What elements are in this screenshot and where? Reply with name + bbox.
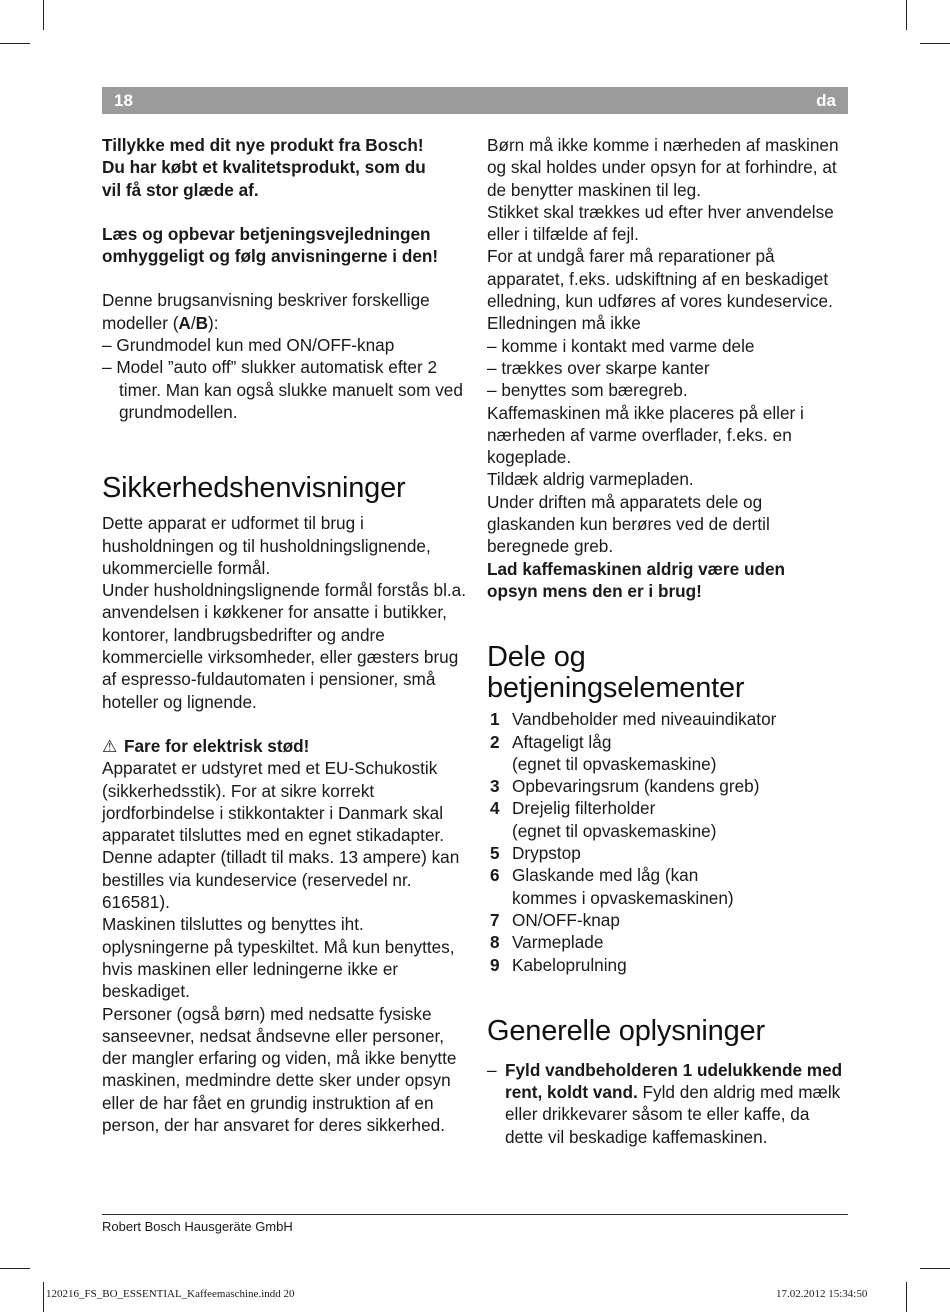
crop-mark xyxy=(920,43,950,44)
parts-heading: Dele og betjeningselementer xyxy=(487,641,745,705)
parts-list-item: 4 Drejelig filterholder (egnet til opvaskemaskine) xyxy=(490,798,717,841)
supervise-warning: Lad kaffemaskinen aldrig være uden opsyn mens den er i brug! xyxy=(487,558,786,601)
cord-list-item: – komme i kontakt med varme dele xyxy=(487,335,755,356)
intro-text: Tillykke med dit nye produkt fra Bosch! Du har købt et kvalitetsprodukt, som du vil få stor glæde af. xyxy=(102,135,426,200)
footer-company: Robert Bosch Hausgeräte GmbH xyxy=(102,1219,293,1234)
safety-heading: Sikkerhedshenvisninger xyxy=(102,472,406,505)
models-text: Denne brugsanvisning beskriver forskellige modeller (A/B): xyxy=(102,290,430,333)
crop-mark xyxy=(0,1268,30,1269)
parts-list-item: 7 ON/OFF-knap xyxy=(490,909,620,930)
warning-triangle-icon: ⚠ xyxy=(102,735,118,756)
crop-mark xyxy=(906,1282,907,1312)
parts-list-item: 5 Drypstop xyxy=(490,843,581,864)
cord-list-item: – trækkes over skarpe kanter xyxy=(487,357,710,378)
safety-paragraph: Dette apparat er udformet til brug i husholdningen og til husholdningslignende, ukommercielle formål. xyxy=(102,513,431,578)
cover-text: Tildæk aldrig varmepladen. xyxy=(487,469,694,490)
general-list-item: – Fyld vandbeholderen 1 udelukkende med rent, koldt vand. Fyld den aldrig med mælk eller drikkevarer såsom te eller kaffe, da dette vil beskadige kaffemaskinen. xyxy=(487,1059,843,1147)
crop-mark xyxy=(0,43,30,44)
page-number: 18 xyxy=(114,91,133,110)
general-heading: Generelle oplysninger xyxy=(487,1014,765,1047)
language-code: da xyxy=(816,91,836,110)
parts-list-item: 6 Glaskande med låg (kan kommes i opvaskemaskinen) xyxy=(490,865,734,908)
parts-list-item: 9 Kabeloprulning xyxy=(490,954,627,975)
crop-mark xyxy=(906,0,907,30)
parts-list-item: 2 Aftageligt låg (egnet til opvaskemaskine) xyxy=(490,731,717,774)
placement-text: Kaffemaskinen må ikke placeres på eller i nærheden af varme overflader, f.eks. en kogeplade. xyxy=(487,402,804,468)
parts-list-item: 3 Opbevaringsrum (kandens greb) xyxy=(490,776,760,797)
crop-mark xyxy=(43,0,44,30)
read-instructions-text: Læs og opbevar betjeningsvejledningen omhyggeligt og følg anvisningerne i den! xyxy=(102,223,439,267)
warning-paragraph: Maskinen tilsluttes og benyttes iht. oplysningerne på typeskiltet. Må kun benyttes, hvis maskinen eller ledningerne ikke er beskadiget. xyxy=(102,914,455,1002)
print-slug-file: 120216_FS_BO_ESSENTIAL_Kaffeemaschine.indd 20 xyxy=(46,1288,295,1300)
parts-list-item: 1 Vandbeholder med niveauindikator xyxy=(490,709,777,730)
handles-text: Under driften må apparatets dele og glaskanden kun berøres ved de dertil beregnede greb. xyxy=(487,491,770,557)
warning-paragraph: Apparatet er udstyret med et EU-Schukostik (sikkerhedsstik). For at sikre korrekt jordforbindelse i stikkontakter i Danmark skal apparatet tilsluttes med en egnet stikadapter. Denne adapter (tilladt til maks. 13 ampere) kan bestilles via kundeservice (reservedel nr. 616581). xyxy=(102,758,460,913)
repair-text: For at undgå farer må reparationer på apparatet, f.eks. udskiftning af en beskadiget elledning, kun udføres af vores kundeservice. xyxy=(487,246,833,312)
models-list-item: – Grundmodel kun med ON/OFF-knap xyxy=(102,335,395,356)
models-list-item: – Model ”auto off” slukker automatisk efter 2 timer. Man kan også slukke manuelt som ved grundmodellen. xyxy=(102,357,463,422)
children-text: Børn må ikke komme i nærheden af maskinen og skal holdes under opsyn for at forhindre, at de benytter maskinen til leg. xyxy=(487,135,839,200)
cord-intro: Elledningen må ikke xyxy=(487,313,641,334)
left-column xyxy=(102,134,470,1136)
warning-paragraph: Personer (også børn) med nedsatte fysiske sanseevner, nedsat åndsevne eller personer, der mangler erfaring og viden, må ikke benytte maskinen, medmindre dette sker under opsyn eller de har fået en grundig instruktion af en person, der har ansvaret for deres sikkerhed. xyxy=(102,1003,457,1135)
parts-list-item: 8 Varmeplade xyxy=(490,932,604,953)
plug-text: Stikket skal trækkes ud efter hver anvendelse eller i tilfælde af fejl. xyxy=(487,201,834,245)
cord-list-item: – benyttes som bæregreb. xyxy=(487,380,688,401)
crop-mark xyxy=(920,1268,950,1269)
warning-heading: ⚠ Fare for elektrisk stød! xyxy=(102,735,310,756)
right-column xyxy=(487,134,849,1148)
crop-mark xyxy=(43,1282,44,1312)
safety-paragraph: Under husholdningslignende formål forstås bl.a. anvendelsen i køkkener for ansatte i butikker, kontorer, landbrugsbedrifter og andre kommercielle virksomheder, eller gæsters brug af espresso-fuldautomaten i pensioner, små hoteller og lignende. xyxy=(102,580,467,712)
parts-list xyxy=(487,708,849,976)
print-slug-date: 17.02.2012 15:34:50 xyxy=(776,1288,868,1300)
page-header xyxy=(102,87,848,114)
footer-divider xyxy=(102,1214,848,1215)
